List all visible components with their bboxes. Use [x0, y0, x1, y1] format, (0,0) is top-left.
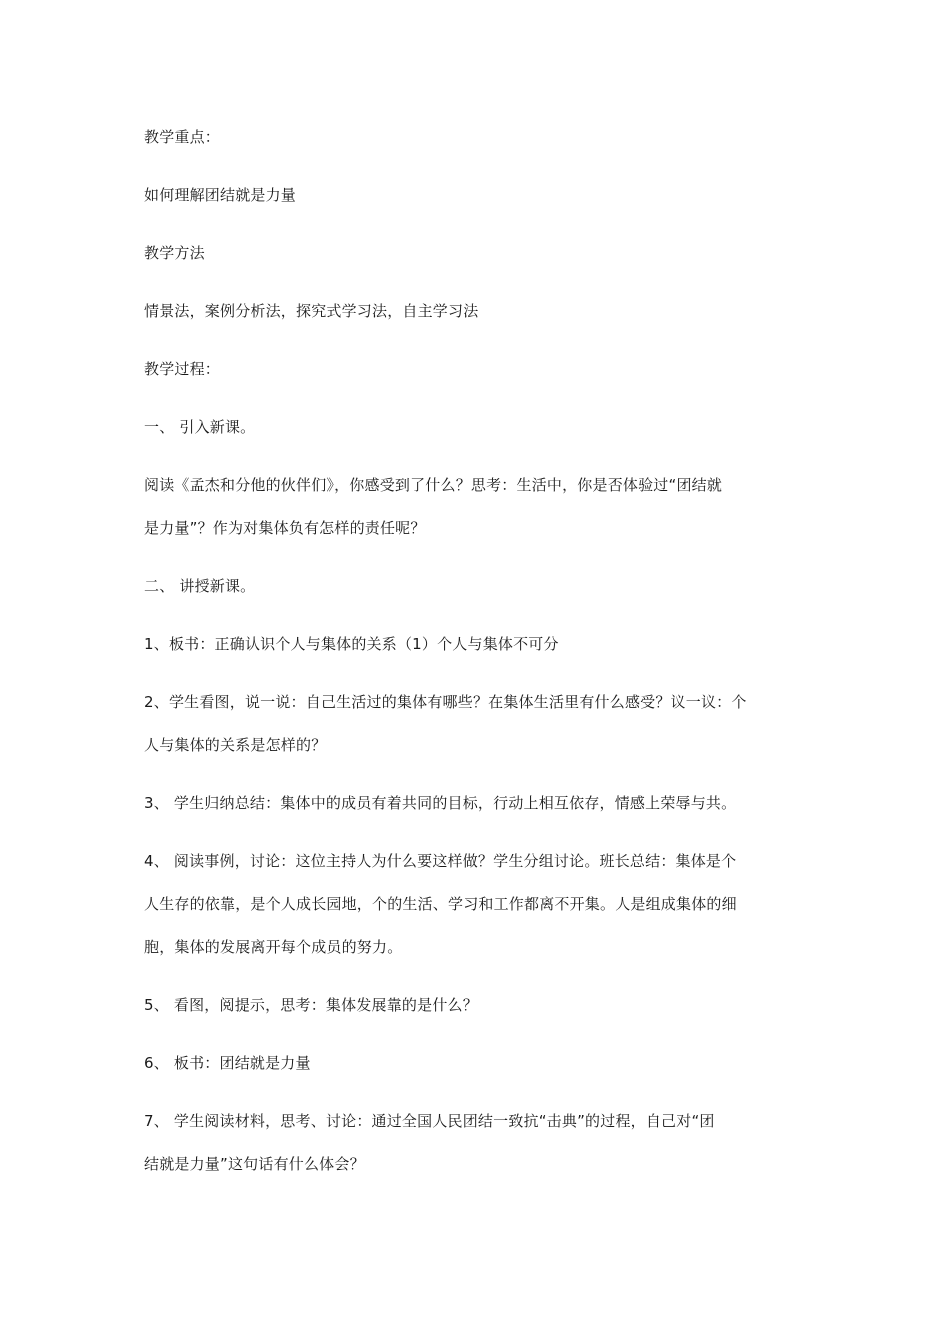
list-item-7: 7、 学生阅读材料，思考、讨论：通过全国人民团结一致抗“击典”的过程，自己对“团: [144, 1112, 715, 1130]
list-item-6: 6、 板书：团结就是力量: [144, 1054, 311, 1072]
section-one-heading: 一、 引入新课。: [144, 418, 256, 436]
list-item-2: 2、学生看图，说一说：自己生活过的集体有哪些？在集体生活里有什么感受？议一议：个: [144, 693, 747, 711]
teaching-focus-text: 如何理解团结就是力量: [144, 186, 297, 204]
list-item-1: 1、板书：正确认识个人与集体的关系（1）个人与集体不可分: [144, 635, 559, 653]
list-item-4: 4、 阅读事例，讨论：这位主持人为什么要这样做？学生分组讨论。班长总结：集体是个: [144, 852, 737, 870]
paragraph-line: 是力量”？作为对集体负有怎样的责任呢？: [144, 519, 426, 537]
heading-teaching-focus: 教学重点：: [144, 128, 221, 146]
list-item-5: 5、 看图，阅提示，思考：集体发展靠的是什么？: [144, 996, 478, 1014]
list-item-4-continued: 人生存的依靠，是个人成长园地，个的生活、学习和工作都离不开集。人是组成集体的细: [144, 895, 737, 913]
list-item-4-continued: 胞，集体的发展离开每个成员的努力。: [144, 938, 403, 956]
list-item-3: 3、 学生归纳总结：集体中的成员有着共同的目标，行动上相互依存，情感上荣辱与共。: [144, 794, 737, 812]
heading-teaching-methods: 教学方法: [144, 244, 205, 262]
teaching-methods-text: 情景法，案例分析法，探究式学习法，自主学习法: [144, 302, 479, 320]
list-item-2-continued: 人与集体的关系是怎样的？: [144, 736, 327, 754]
section-two-heading: 二、 讲授新课。: [144, 577, 256, 595]
heading-teaching-process: 教学过程：: [144, 360, 221, 378]
list-item-7-continued: 结就是力量”这句话有什么体会？: [144, 1155, 365, 1173]
paragraph-line: 阅读《孟杰和分他的伙伴们》，你感受到了什么？思考：生活中，你是否体验过“团结就: [144, 476, 723, 494]
